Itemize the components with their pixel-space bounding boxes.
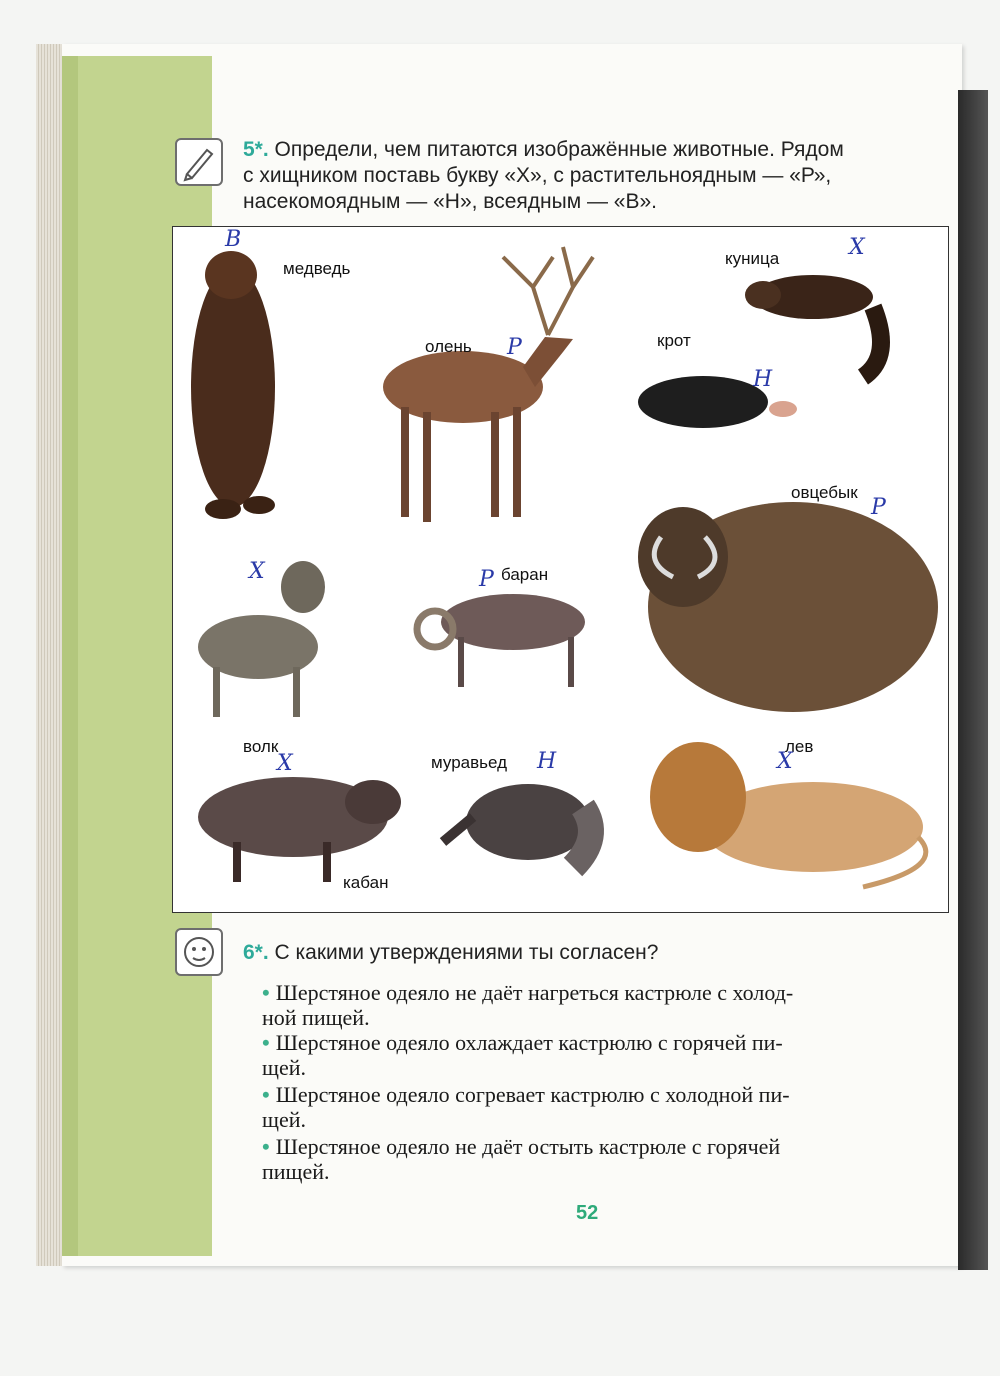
label-anteater: муравьед [431,753,507,772]
boar-image [198,777,401,882]
bullet-icon: • [262,980,270,1005]
mark-ram: Р [479,567,494,592]
anteater-image [443,784,591,867]
mark-deer: Р [507,335,522,360]
label-mole: крот [657,331,691,350]
pencil-icon [175,138,223,186]
label-bear: медведь [283,259,351,278]
statement-2-line1: Шерстяное одеяло охлаждает кастрюлю с горячей пи- [275,1030,783,1055]
statement-4-line1: Шерстяное одеяло не даёт остыть кастрюле с горячей [275,1134,781,1159]
task5-text-line3: насекомоядным — «Н», всеядным — «В». [243,190,658,213]
statement-1 [262,980,946,1030]
statement-4-line2: пищей. [262,1159,330,1184]
statement-1-line2: ной пищей. [262,1005,370,1030]
task5-line1 [243,137,844,163]
label-ram: баран [501,565,549,584]
label-lion: лев [785,737,814,756]
mark-muskox: Р [871,495,886,520]
wolf-image [198,561,325,717]
mole-image [638,376,797,428]
task6-question: С какими утверждениями ты согласен? [274,941,659,964]
statement-3-line2: щей. [262,1107,306,1132]
label-marten: куница [725,249,780,268]
mark-anteater: Н [537,749,557,774]
face-icon [175,928,223,976]
task5-text-line1: Определи, чем питаются изображённые животные. Рядом [274,138,844,161]
page-number: 52 [576,1202,599,1224]
mark-boar: Х [277,751,293,776]
bullet-icon: • [262,1030,270,1055]
mark-marten: Х [849,235,865,260]
statement-1-line1: Шерстяное одеяло не даёт нагреться кастрюле с холод- [275,980,794,1005]
task5-text-line2: с хищником поставь букву «Х», с растительноядным — «Р», [243,164,832,187]
statement-4 [262,1134,946,1184]
animals-illustration [172,226,949,913]
bear-image [191,251,275,519]
statement-2-line2: щей. [262,1055,306,1080]
marten-image [745,275,881,377]
task6-number: 6*. [243,941,269,964]
label-muskox: овцебык [791,483,858,502]
mark-wolf: Х [249,559,265,584]
green-margin-edge [62,56,78,1256]
mark-mole: Н [753,367,773,392]
label-wolf: волк [243,737,279,756]
deer-image [383,247,593,522]
ram-image [417,594,585,687]
muskox-image [638,502,938,712]
bullet-icon: • [262,1082,270,1107]
task5-number: 5*. [243,138,269,161]
task6-question-line [243,940,658,966]
statement-3-line1: Шерстяное одеяло согревает кастрюлю с холодной пи- [275,1082,790,1107]
label-deer: олень [425,337,472,356]
statement-2 [262,1030,946,1080]
scan-right-shadow [958,90,988,1270]
label-boar: кабан [343,873,389,892]
mark-bear: В [225,227,242,252]
mark-lion: Х [777,749,793,774]
statement-3 [262,1082,946,1132]
bullet-icon: • [262,1134,270,1159]
